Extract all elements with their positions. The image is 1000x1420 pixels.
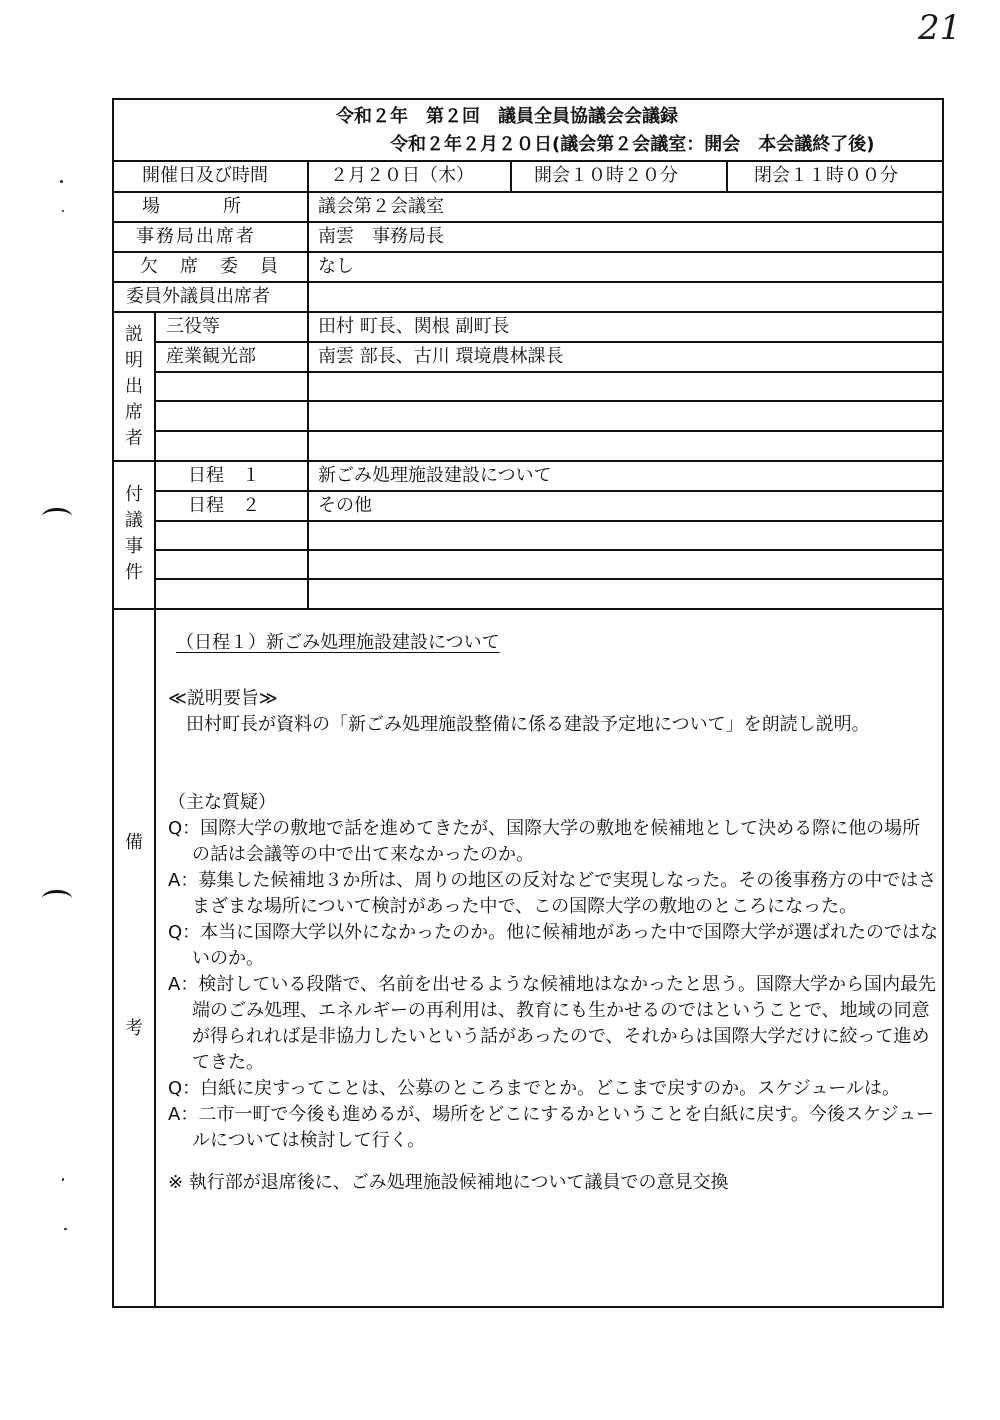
qa-entry: Q：白紙に戻すってことは、公募のところまでとか。どこまで戻すのか。スケジュールは。	[168, 1078, 901, 1099]
qa-entry: A：二市一町で今後も進めるが、場所をどこにするかということを白紙に戻す。今後スケジュールについては検討して行く。	[168, 1104, 935, 1151]
punch-hole-mark	[42, 890, 72, 907]
explainer-names: 田村 町長、関根 副町長	[318, 316, 510, 337]
row-divider	[154, 371, 944, 373]
row-divider	[154, 490, 944, 492]
row-divider	[114, 608, 944, 610]
column-divider	[510, 160, 512, 191]
scan-speck	[64, 1228, 67, 1230]
absent-label: 欠 席 委 員	[140, 256, 280, 277]
date-label: 開催日及び時間	[142, 165, 268, 186]
column-divider	[154, 311, 156, 1308]
row-divider	[114, 460, 944, 462]
minutes-table	[112, 98, 944, 1308]
punch-hole-mark	[42, 508, 72, 525]
outside-label: 委員外議員出席者	[126, 286, 270, 307]
row-divider	[154, 400, 944, 402]
agenda-subject: その他	[318, 495, 372, 516]
row-divider	[114, 311, 944, 313]
row-divider	[114, 160, 944, 162]
row-divider	[154, 578, 944, 580]
closing-note: ※ 執行部が退席後に、ごみ処理施設候補地について議員での意見交換	[168, 1172, 729, 1193]
qa-entry: Q：本当に国際大学以外になかったのか。他に候補地があった中で国際大学が選ばれたのではないのか。	[168, 922, 938, 969]
close-time: 閉会１１時００分	[754, 165, 898, 186]
open-time: 開会１０時２０分	[534, 165, 678, 186]
scan-speck	[60, 180, 63, 183]
row-divider	[154, 520, 944, 522]
qa-entry: A：募集した候補地３か所は、周りの地区の反対などで実現しなった。その後事務方の中ではさまざまな場所について検討があった中で、この国際大学の敷地のところになった。	[168, 870, 937, 917]
agenda-item: 日程 １	[188, 465, 260, 486]
place-value: 議会第２会議室	[318, 196, 444, 217]
minutes-title: 令和２年 第２回 議員全員協議会会議録	[336, 106, 678, 127]
qa-entry: A：検討している段階で、名前を出せるような候補地はなかったと思う。国際大学から国内最先端のごみ処理、エネルギーの再利用は、教育にも生かせるのではということで、地域の同意が得られれば是非協力したいという話があったので、それからは国際大学だけに絞って進めてきた。	[168, 974, 936, 1073]
minutes-subtitle: 令和２年２月２０日(議会第２会議室：開会 本会議終了後)	[390, 134, 875, 155]
summary-text: 田村町長が資料の「新ごみ処理施設整備に係る建設予定地について」を朗読し説明。	[186, 714, 870, 735]
explainer-names: 南雲 部長、古川 環境農林課長	[318, 346, 564, 367]
qa-heading: （主な質疑）	[168, 792, 276, 813]
row-divider	[114, 191, 944, 193]
column-divider	[726, 160, 728, 191]
meeting-date: ２月２０日（木）	[330, 165, 474, 186]
place-label: 場 所	[142, 196, 250, 217]
column-divider	[307, 160, 309, 311]
page-number: 21	[918, 8, 962, 48]
row-divider	[114, 281, 944, 283]
row-divider	[114, 221, 944, 223]
qa-entry: Q：国際大学の敷地で話を進めてきたが、国際大学の敷地を候補地として決める際に他の場所の話は会議等の中で出て来なかったのか。	[168, 818, 921, 865]
remarks-content	[168, 630, 938, 1196]
row-divider	[114, 251, 944, 253]
row-divider	[154, 430, 944, 432]
row-divider	[154, 341, 944, 343]
column-divider	[307, 311, 309, 608]
explainer-dept: 三役等	[166, 316, 220, 337]
summary-heading: ≪説明要旨≫	[168, 688, 278, 709]
scan-speck	[62, 1178, 64, 1181]
secretariat-label: 事務局出席者	[136, 226, 256, 247]
agenda-item: 日程 ２	[188, 495, 260, 516]
scan-speck	[62, 210, 64, 212]
secretariat-value: 南雲 事務局長	[318, 226, 444, 247]
absent-value: なし	[318, 256, 354, 277]
section-title: （日程１）新ごみ処理施設建設について	[176, 632, 500, 653]
row-divider	[154, 549, 944, 551]
agenda-subject: 新ごみ処理施設建設について	[318, 465, 552, 486]
remarks-label: 備考	[125, 832, 143, 1039]
explainers-label: 説明出席者	[125, 324, 143, 449]
explainer-dept: 産業観光部	[166, 346, 256, 367]
agenda-label: 付議事件	[125, 484, 143, 583]
